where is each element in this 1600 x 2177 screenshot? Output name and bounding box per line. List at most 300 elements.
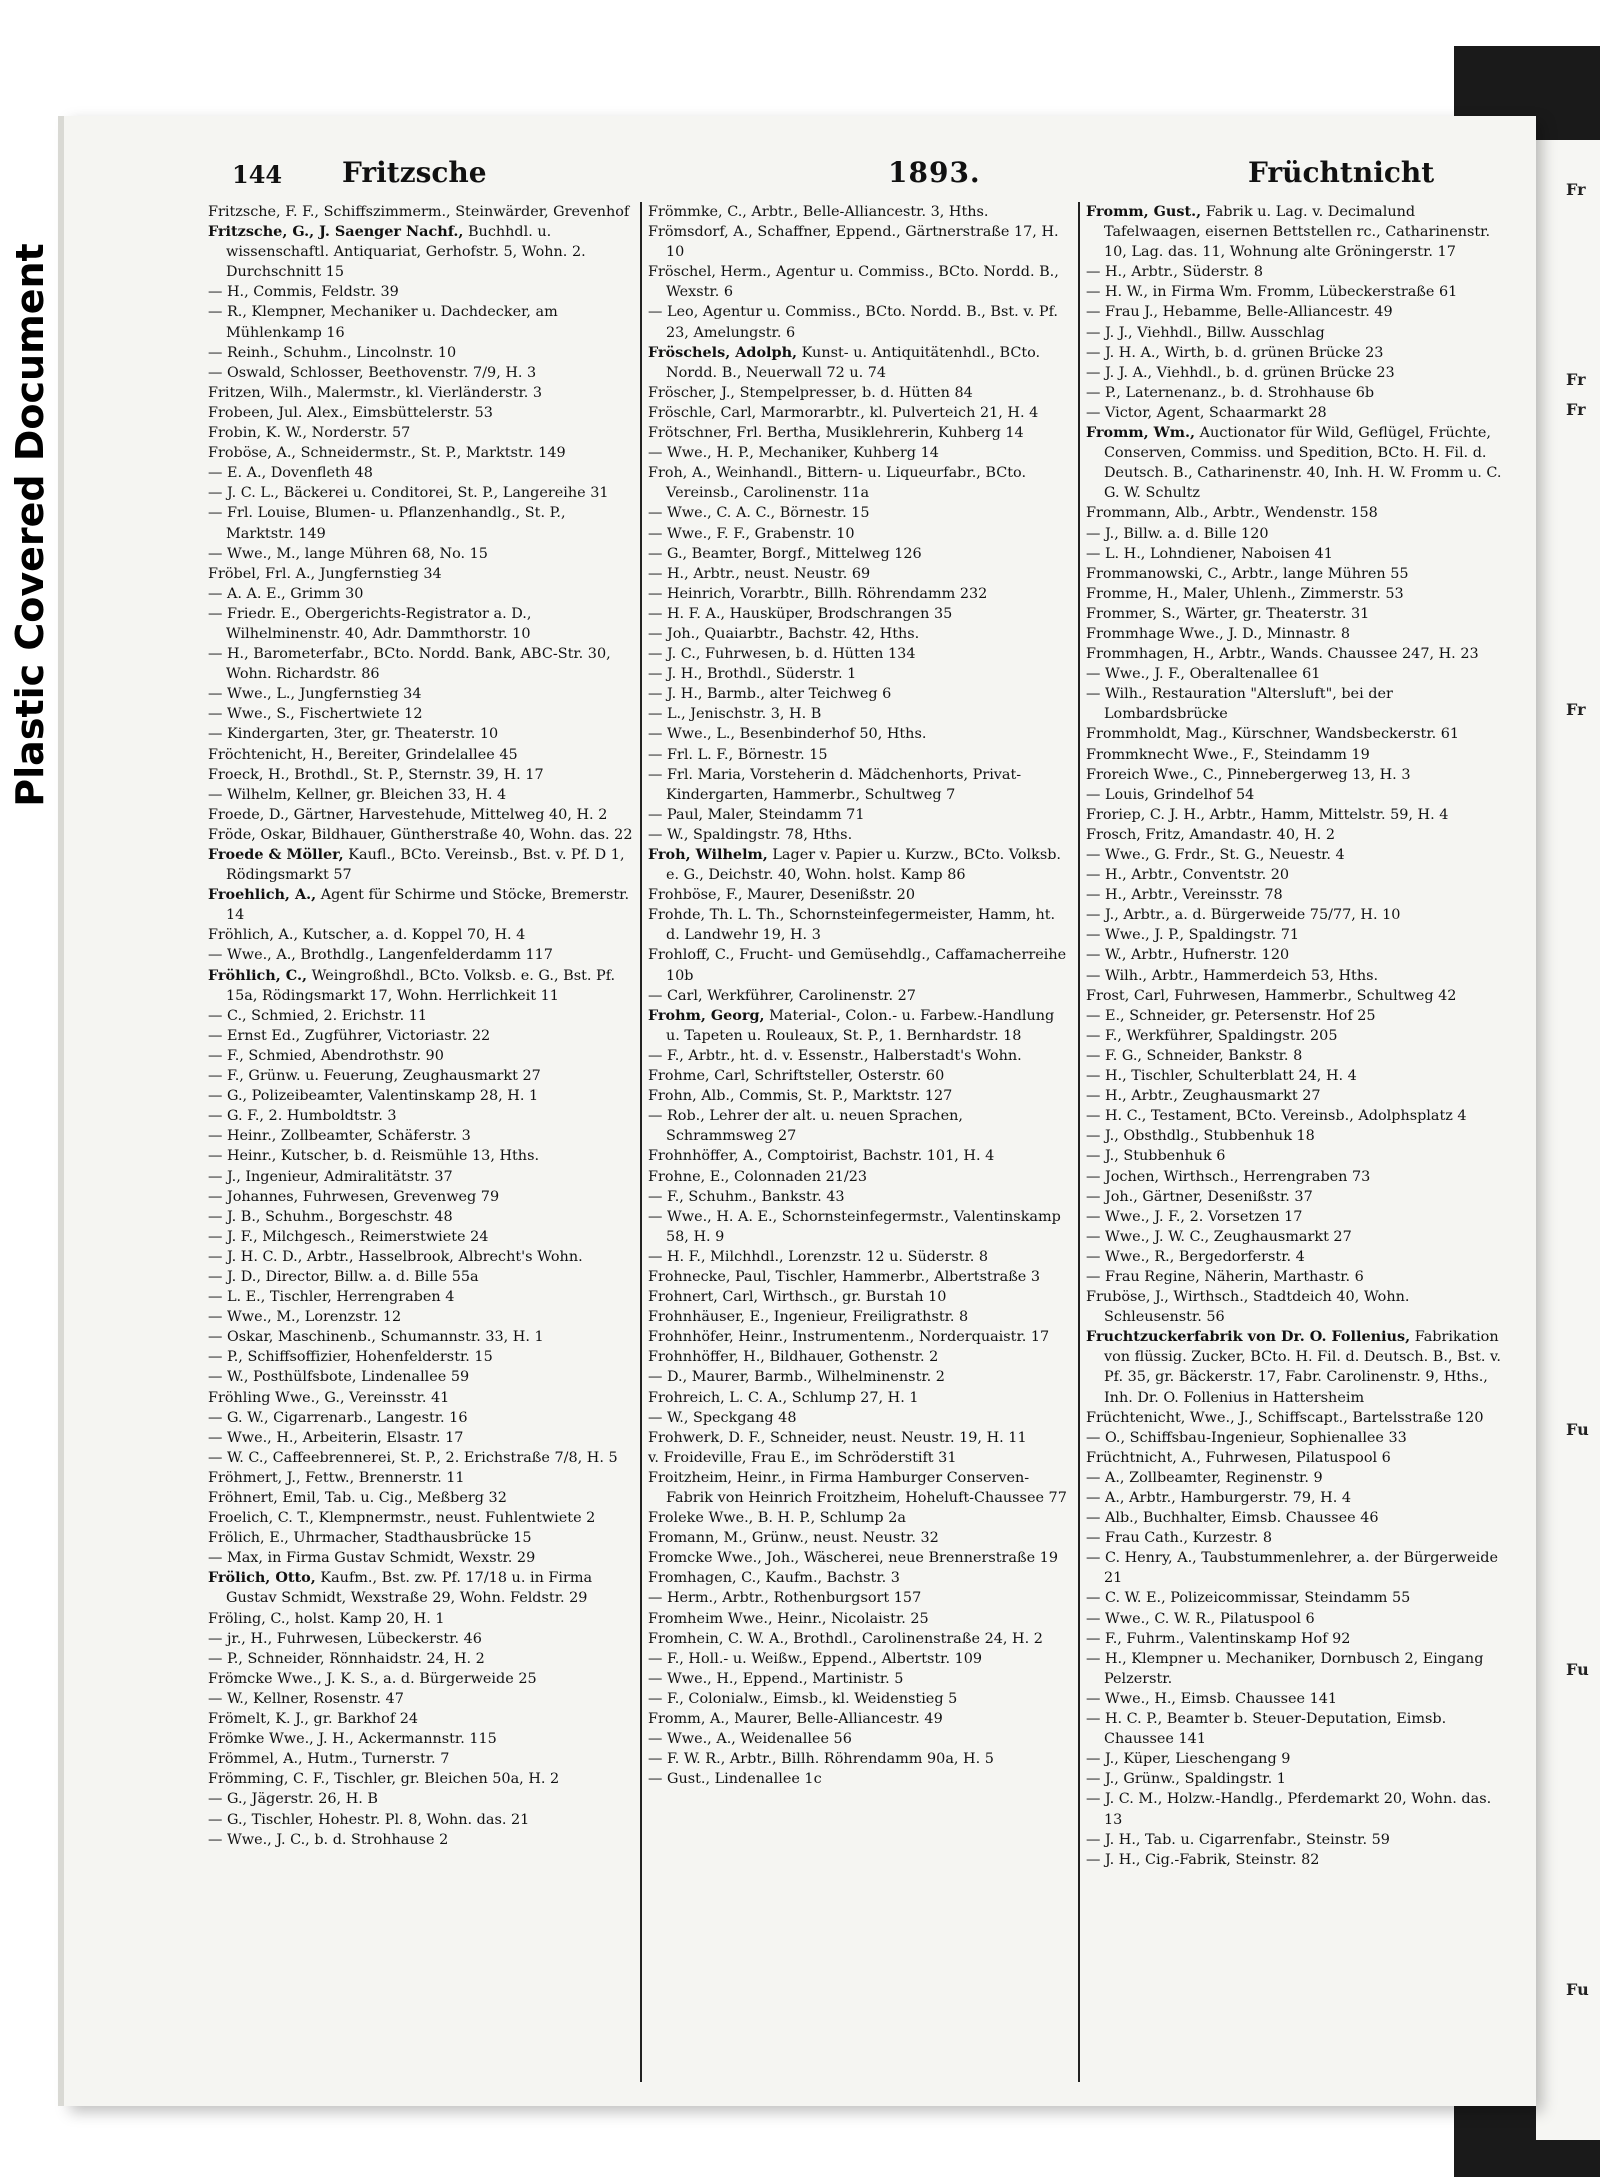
directory-entry [208, 1106, 634, 1126]
directory-entry [1086, 1649, 1510, 1689]
entry-text: Frosch, Fritz, Amandastr. 40, H. 2 [1086, 826, 1335, 843]
directory-entry [208, 1448, 634, 1468]
directory-entry [1086, 423, 1510, 503]
entry-text: — W., Arbtr., Hufnerstr. 120 [1086, 947, 1290, 964]
directory-entry [1086, 684, 1510, 724]
entry-text: — P., Laternenanz., b. d. Strohhause 6b [1086, 384, 1375, 401]
directory-entry [1086, 925, 1510, 945]
directory-entry [208, 805, 634, 825]
entry-name: Fromm, Wm., [1086, 424, 1196, 442]
entry-text: — Wwe., L., Jungfernstieg 34 [208, 686, 422, 703]
entry-text: Frohnhöffer, H., Bildhauer, Gothenstr. 2 [648, 1349, 939, 1366]
directory-entry [208, 1810, 634, 1830]
adjacent-page-edge [1536, 140, 1600, 2140]
directory-entry [1086, 1167, 1510, 1187]
entry-text: — Gust., Lindenallee 1c [648, 1771, 822, 1788]
entry-text: — C., Schmied, 2. Erichstr. 11 [208, 1007, 428, 1024]
entry-text: — L., Jenischstr. 3, H. B [648, 706, 822, 723]
directory-entry [1086, 1126, 1510, 1146]
entry-text: Fritzen, Wilh., Malermstr., kl. Vierländerstr. 3 [208, 384, 543, 401]
directory-entry [208, 1548, 634, 1568]
directory-entry [648, 945, 1072, 985]
directory-entry [1086, 262, 1510, 282]
entry-text: — H., Barometerfabr., BCto. Nordd. Bank, ABC-Str. 30, Wohn. Richardstr. 86 [208, 646, 611, 683]
entry-text: — J. C., Fuhrwesen, b. d. Hütten 134 [648, 646, 916, 663]
entry-text: — J. F., Milchgesch., Reimerstwiete 24 [208, 1228, 489, 1245]
left-catchword: Fritzsche [342, 156, 487, 189]
directory-column-1 [202, 202, 640, 2082]
directory-entry [1086, 1508, 1510, 1528]
entry-text: Froriep, C. J. H., Arbtr., Hamm, Mittelstr. 59, H. 4 [1086, 806, 1449, 823]
entry-text: Frömsdorf, A., Schaffner, Eppend., Gärtnerstraße 17, H. 10 [648, 224, 1059, 261]
entry-text: — Wwe., G. Frdr., St. G., Neuestr. 4 [1086, 847, 1345, 863]
directory-entry [1086, 1026, 1510, 1046]
entry-text: — F., Arbtr., ht. d. v. Essenstr., Halberstadt's Wohn. [648, 1047, 1022, 1064]
entry-text: — L. E., Tischler, Herrengraben 4 [208, 1289, 455, 1306]
adjacent-page-fragment: Fr [1566, 180, 1586, 199]
entry-text: — J. H. A., Wirth, b. d. grünen Brücke 23 [1086, 344, 1384, 361]
directory-entry [648, 1086, 1072, 1106]
directory-entry [648, 1106, 1072, 1146]
adjacent-page-fragment: Fr [1566, 700, 1586, 719]
directory-entry [648, 805, 1072, 825]
directory-entry [1086, 1207, 1510, 1227]
directory-entry [648, 1367, 1072, 1387]
entry-text: — J., Stubbenhuk 6 [1086, 1148, 1226, 1165]
directory-entry [648, 1568, 1072, 1588]
directory-entry [648, 1609, 1072, 1629]
directory-entry [208, 423, 634, 443]
entry-text: — Frl. Louise, Blumen- u. Pflanzenhandlg., St. P., Marktstr. 149 [208, 505, 566, 542]
directory-entry [1086, 1528, 1510, 1548]
entry-text: v. Froideville, Frau E., im Schröderstift 31 [648, 1449, 957, 1466]
entry-text: Frömelt, K. J., gr. Barkhof 24 [208, 1711, 419, 1728]
directory-entry [1086, 945, 1510, 965]
entry-text: — J. D., Director, Billw. a. d. Bille 55a [208, 1268, 479, 1285]
directory-entry [208, 1709, 634, 1729]
entry-text: — E. A., Dovenfleth 48 [208, 465, 373, 482]
directory-entry [648, 664, 1072, 684]
directory-entry [208, 282, 634, 302]
entry-text: — J. B., Schuhm., Borgeschstr. 48 [208, 1208, 453, 1225]
directory-entry [208, 1267, 634, 1287]
entry-text: — Wwe., J. F., Oberaltenallee 61 [1086, 666, 1321, 683]
directory-entry [208, 1327, 634, 1347]
entry-text: Fromhein, C. W. A., Brothdl., Carolinenstraße 24, H. 2 [648, 1630, 1043, 1647]
entry-text: Froeck, H., Brothdl., St. P., Sternstr. 39, H. 17 [208, 766, 544, 783]
entry-name: Fritzsche, G., J. Saenger Nachf., [208, 223, 464, 241]
entry-text: — Max, in Firma Gustav Schmidt, Wexstr. 29 [208, 1550, 536, 1567]
entry-text: — Frl. L. F., Börnestr. 15 [648, 746, 828, 763]
watermark-text: Plastic Covered Document [8, 243, 52, 807]
directory-entry [208, 1247, 634, 1267]
directory-entry [648, 724, 1072, 744]
directory-entry [1086, 986, 1510, 1006]
directory-entry [648, 1006, 1072, 1046]
entry-name: Froehlich, A., [208, 886, 317, 904]
entry-text: — F. W. R., Arbtr., Billh. Röhrendamm 90a, H. 5 [648, 1751, 994, 1768]
directory-entry [648, 1146, 1072, 1166]
entry-text: — J. J. A., Viehhdl., b. d. grünen Brücke 23 [1086, 364, 1395, 381]
directory-entry [1086, 584, 1510, 604]
directory-entry [1086, 1086, 1510, 1106]
entry-text: — A., Zollbeamter, Reginenstr. 9 [1086, 1469, 1323, 1486]
directory-entry [208, 644, 634, 684]
directory-entry [1086, 845, 1510, 865]
entry-text: — W., Kellner, Rosenstr. 47 [208, 1690, 404, 1707]
directory-entry [1086, 624, 1510, 644]
entry-text: Frommanowski, C., Arbtr., lange Mühren 55 [1086, 565, 1409, 582]
directory-entry [208, 1367, 634, 1387]
directory-entry [208, 1689, 634, 1709]
entry-text: — G., Beamter, Borgf., Mittelweg 126 [648, 545, 922, 562]
entry-text: — H., Klempner u. Mechaniker, Dornbusch 2, Eingang Pelzerstr. [1086, 1650, 1484, 1687]
directory-entry [1086, 1588, 1510, 1608]
directory-entry [1086, 302, 1510, 322]
directory-entry [208, 503, 634, 543]
entry-text: — F., Grünw. u. Feuerung, Zeughausmarkt 27 [208, 1068, 541, 1085]
directory-entry [208, 684, 634, 704]
entry-text: — J., Billw. a. d. Bille 120 [1086, 525, 1269, 542]
directory-entry [648, 302, 1072, 342]
directory-entry [208, 724, 634, 744]
entry-text: — Wilh., Restauration "Altersluft", bei der Lombardsbrücke [1086, 686, 1393, 723]
directory-entry [648, 1468, 1072, 1508]
directory-entry [1086, 1749, 1510, 1769]
directory-entry [208, 704, 634, 724]
directory-entry [1086, 1609, 1510, 1629]
directory-entry [1086, 1187, 1510, 1207]
entry-text: Froh, A., Weinhandl., Bittern- u. Liqueurfabr., BCto. Vereinsb., Carolinenstr. 11a [648, 465, 1027, 502]
entry-text: — Wwe., H. A. E., Schornsteinfegermstr., Valentinskamp 58, H. 9 [648, 1208, 1061, 1245]
entry-text: Frommann, Alb., Arbtr., Wendenstr. 158 [1086, 505, 1378, 522]
entry-name: Fruchtzuckerfabrik von Dr. O. Follenius, [1086, 1328, 1411, 1346]
directory-entry [208, 765, 634, 785]
directory-entry [208, 1488, 634, 1508]
entry-text: — Herm., Arbtr., Rothenburgsort 157 [648, 1590, 922, 1607]
watermark-label [0, 0, 60, 2177]
directory-entry [208, 885, 634, 925]
entry-text: — F., Colonialw., Eimsb., kl. Weidenstieg 5 [648, 1690, 958, 1707]
entry-text: — Wwe., M., Lorenzstr. 12 [208, 1309, 402, 1326]
directory-entry [208, 1830, 634, 1850]
entry-text: Fröling, C., holst. Kamp 20, H. 1 [208, 1610, 445, 1627]
entry-text: — Wwe., J. P., Spaldingstr. 71 [1086, 927, 1300, 944]
directory-entry [648, 885, 1072, 905]
entry-text: Frohnhöfer, Heinr., Instrumentenm., Norderquaistr. 17 [648, 1329, 1050, 1346]
directory-entry [208, 1086, 634, 1106]
directory-entry [208, 564, 634, 584]
entry-text: Fritzsche, F. F., Schiffszimmerm., Steinwärder, Grevenhof [208, 204, 630, 220]
entry-text: — Wwe., R., Bergedorferstr. 4 [1086, 1248, 1305, 1265]
directory-entry [648, 1528, 1072, 1548]
directory-entry [208, 1066, 634, 1086]
directory-entry [1086, 1287, 1510, 1327]
directory-entry [648, 624, 1072, 644]
entry-text: — Oskar, Maschinenb., Schumannstr. 33, H. 1 [208, 1329, 544, 1346]
directory-entry [648, 1749, 1072, 1769]
entry-text: — O., Schiffsbau-Ingenieur, Sophienallee 33 [1086, 1429, 1407, 1446]
entry-text: — H. C., Testament, BCto. Vereinsb., Adolphsplatz 4 [1086, 1108, 1467, 1125]
entry-text: — F., Schmied, Abendrothstr. 90 [208, 1047, 444, 1064]
directory-entry [208, 1428, 634, 1448]
year-heading: 1893. [888, 156, 981, 189]
directory-entry [208, 1408, 634, 1428]
directory-entry [208, 1609, 634, 1629]
entry-text: — Oswald, Schlosser, Beethovenstr. 7/9, H. 3 [208, 364, 537, 381]
entry-text: Froreich Wwe., C., Pinnebergerweg 13, H. 3 [1086, 766, 1411, 783]
entry-text: Frohnhäuser, E., Ingenieur, Freiligrathstr. 8 [648, 1309, 969, 1326]
directory-entry [648, 1347, 1072, 1367]
adjacent-page-fragment: Fr [1566, 400, 1586, 419]
entry-text: Fabrik u. Lag. v. Decimalund Tafelwaagen, eisernen Bettstellen rc., Catharinenstr. 10, Lag. das. 11, Wohnung alte Gröningerstr. 17 [1104, 204, 1491, 261]
entry-text: — Kindergarten, 3ter, gr. Theaterstr. 10 [208, 726, 499, 743]
entry-text: — J. C. M., Holzw.-Handlg., Pferdemarkt 20, Wohn. das. 13 [1086, 1791, 1492, 1828]
directory-entry [1086, 825, 1510, 845]
entry-text: Fröhlich, A., Kutscher, a. d. Koppel 70, H. 4 [208, 927, 526, 944]
directory-entry [208, 1789, 634, 1809]
entry-text: — Louis, Grindelhof 54 [1086, 786, 1255, 803]
directory-entry [648, 343, 1072, 383]
entry-text: Fröchtenicht, H., Bereiter, Grindelallee 45 [208, 746, 518, 763]
directory-entry [1086, 383, 1510, 403]
entry-text: Frommhagen, H., Arbtr., Wands. Chaussee 247, H. 23 [1086, 646, 1479, 663]
directory-entry [208, 302, 634, 342]
entry-text: Frohme, Carl, Schriftsteller, Osterstr. 60 [648, 1068, 945, 1085]
directory-entry [648, 604, 1072, 624]
adjacent-page-fragment: Fr [1566, 370, 1586, 389]
entry-text: — Wilh., Arbtr., Hammerdeich 53, Hths. [1086, 967, 1379, 984]
directory-entry [208, 785, 634, 805]
entry-text: — H., Arbtr., Süderstr. 8 [1086, 264, 1264, 281]
entry-text: — Frau J., Hebamme, Belle-Alliancestr. 49 [1086, 304, 1393, 321]
entry-text: — P., Schneider, Rönnhaidstr. 24, H. 2 [208, 1650, 485, 1667]
entry-text: Früchtenicht, Wwe., J., Schiffscapt., Bartelsstraße 120 [1086, 1409, 1484, 1426]
entry-text: Frömcke Wwe., J. K. S., a. d. Bürgerweide 25 [208, 1670, 537, 1687]
directory-entry [208, 1146, 634, 1166]
directory-entry [208, 1629, 634, 1649]
directory-entry [208, 1227, 634, 1247]
directory-entry [208, 1468, 634, 1488]
directory-entry [208, 1307, 634, 1327]
entry-text: — Wwe., J. C., b. d. Strohhause 2 [208, 1831, 449, 1848]
directory-entry [648, 403, 1072, 423]
entry-name: Frohm, Georg, [648, 1006, 765, 1024]
entry-text: — Paul, Maler, Steindamm 71 [648, 806, 865, 823]
entry-text: — Friedr. E., Obergerichts-Registrator a. D., Wilhelminenstr. 40, Adr. Dammthorstr. 10 [208, 605, 532, 642]
directory-entry [1086, 323, 1510, 343]
directory-column-3 [1078, 202, 1516, 2082]
entry-text: Frobin, K. W., Norderstr. 57 [208, 425, 411, 442]
directory-entry [1086, 785, 1510, 805]
directory-entry [1086, 1066, 1510, 1086]
entry-text: — F., Werkführer, Spaldingstr. 205 [1086, 1027, 1338, 1044]
entry-text: Froede, D., Gärtner, Harvestehude, Mittelweg 40, H. 2 [208, 806, 608, 823]
entry-text: — J. C. L., Bäckerei u. Conditorei, St. P., Langereihe 31 [208, 485, 609, 502]
directory-entry [648, 1649, 1072, 1669]
entry-text: — J., Arbtr., a. d. Bürgerweide 75/77, H. 10 [1086, 907, 1401, 924]
directory-entry [648, 1548, 1072, 1568]
entry-text: Frommknecht Wwe., F., Steindamm 19 [1086, 746, 1370, 763]
directory-entry [648, 1327, 1072, 1347]
entry-text: Fromann, M., Grünw., neust. Neustr. 32 [648, 1530, 939, 1547]
entry-text: Kunst- u. Antiquitätenhdl., BCto. Nordd. B., Neuerwall 72 u. 74 [666, 344, 1041, 381]
entry-text: Fröschel, Herm., Agentur u. Commiss., BCto. Nordd. B., Wexstr. 6 [648, 264, 1059, 301]
entry-text: — R., Klempner, Mechaniker u. Dachdecker, am Mühlenkamp 16 [208, 304, 558, 341]
entry-text: — Joh., Gärtner, Desenißstr. 37 [1086, 1188, 1313, 1205]
entry-text: — Alb., Buchhalter, Eimsb. Chaussee 46 [1086, 1510, 1379, 1527]
directory-entry [648, 1066, 1072, 1086]
directory-entry [208, 1649, 634, 1669]
entry-text: Frohne, E., Colonnaden 21/23 [648, 1168, 868, 1185]
directory-entry [648, 1448, 1072, 1468]
directory-entry [648, 684, 1072, 704]
directory-entry [648, 845, 1072, 885]
directory-entry [1086, 1327, 1510, 1407]
directory-entry [648, 1167, 1072, 1187]
directory-entry [1086, 805, 1510, 825]
directory-entry [1086, 1428, 1510, 1448]
directory-entry [1086, 1830, 1510, 1850]
entry-text: Frötschner, Frl. Bertha, Musiklehrerin, Kuhberg 14 [648, 425, 1024, 442]
entry-text: Frömming, C. F., Tischler, gr. Bleichen 50a, H. 2 [208, 1771, 560, 1788]
directory-entry [208, 845, 634, 885]
directory-entry [1086, 363, 1510, 383]
entry-text: — Leo, Agentur u. Commiss., BCto. Nordd. B., Bst. v. Pf. 23, Amelungstr. 6 [648, 304, 1058, 341]
directory-entry [208, 1006, 634, 1026]
directory-entry [1086, 1789, 1510, 1829]
entry-text: Frohwerk, D. F., Schneider, neust. Neustr. 19, H. 11 [648, 1429, 1027, 1446]
entry-text: — H. F., Milchhdl., Lorenzstr. 12 u. Süderstr. 8 [648, 1248, 989, 1265]
directory-entry [1086, 865, 1510, 885]
entry-text: Fröde, Oskar, Bildhauer, Güntherstraße 40, Wohn. das. 22 [208, 826, 633, 843]
directory-entry [208, 1528, 634, 1548]
directory-entry [1086, 202, 1510, 262]
directory-entry [1086, 644, 1510, 664]
directory-entry [1086, 1267, 1510, 1287]
directory-entry [648, 1187, 1072, 1207]
entry-text: Frömmke, C., Arbtr., Belle-Alliancestr. 3, Hths. [648, 204, 989, 220]
entry-text: Frommhage Wwe., J. D., Minnastr. 8 [1086, 625, 1351, 642]
entry-text: — C. W. E., Polizeicommissar, Steindamm 55 [1086, 1590, 1411, 1607]
entry-text: — Ernst Ed., Zugführer, Victoriastr. 22 [208, 1027, 491, 1044]
entry-text: Frohreich, L. C. A., Schlump 27, H. 1 [648, 1389, 919, 1406]
entry-text: Fröhmert, J., Fettw., Brennerstr. 11 [208, 1469, 465, 1486]
entry-text: Froböse, A., Schneidermstr., St. P., Marktstr. 149 [208, 445, 566, 462]
directory-entry [648, 986, 1072, 1006]
entry-text: Weingroßhdl., BCto. Volksb. e. G., Bst. Pf. 15a, Rödingsmarkt 17, Wohn. Herrlichkeit 11 [226, 967, 616, 1004]
directory-entry [208, 584, 634, 604]
entry-text: Fromhagen, C., Kaufm., Bachstr. 3 [648, 1570, 900, 1587]
directory-entry [208, 383, 634, 403]
entry-text: — Wwe., H. P., Mechaniker, Kuhberg 14 [648, 445, 939, 462]
directory-entry [1086, 1769, 1510, 1789]
directory-entry [208, 1388, 634, 1408]
entry-text: — Heinr., Kutscher, b. d. Reismühle 13, Hths. [208, 1148, 540, 1165]
entry-text: — Heinr., Zollbeamter, Schäferstr. 3 [208, 1128, 471, 1145]
directory-entry [1086, 1689, 1510, 1709]
entry-text: — H., Arbtr., neust. Neustr. 69 [648, 565, 871, 582]
entry-text: Frölich, E., Uhrmacher, Stadthausbrücke 15 [208, 1530, 532, 1547]
directory-entry [648, 1247, 1072, 1267]
directory-entry [208, 1729, 634, 1749]
directory-entry [648, 1428, 1072, 1448]
entry-text: Fröhling Wwe., G., Vereinsstr. 41 [208, 1389, 450, 1406]
entry-text: — Wwe., J. F., 2. Vorsetzen 17 [1086, 1208, 1303, 1225]
directory-entry [208, 403, 634, 423]
directory-entry [1086, 403, 1510, 423]
entry-text: — Wwe., H., Eimsb. Chaussee 141 [1086, 1690, 1338, 1707]
entry-text: — F., Holl.- u. Weißw., Eppend., Albertstr. 109 [648, 1650, 983, 1667]
entry-text: — J. H. C. D., Arbtr., Hasselbrook, Albrecht's Wohn. [208, 1248, 583, 1265]
entry-text: — F., Schuhm., Bankstr. 43 [648, 1188, 845, 1205]
entry-name: Fromm, Gust., [1086, 203, 1202, 220]
entry-text: Lager v. Papier u. Kurzw., BCto. Volksb. e. G., Deichstr. 40, Wohn. holst. Kamp 86 [666, 847, 1061, 884]
entry-text: — D., Maurer, Barmb., Wilhelminenstr. 2 [648, 1369, 945, 1386]
entry-text: Fröscher, J., Stempelpresser, b. d. Hütten 84 [648, 384, 973, 401]
directory-entry [648, 202, 1072, 222]
entry-text: — L. H., Lohndiener, Naboisen 41 [1086, 545, 1333, 562]
directory-entry [208, 825, 634, 845]
directory-entry [208, 966, 634, 1006]
directory-entry [1086, 1468, 1510, 1488]
entry-text: — J. H., Cig.-Fabrik, Steinstr. 82 [1086, 1851, 1320, 1868]
directory-entry [648, 383, 1072, 403]
entry-text: — W., Speckgang 48 [648, 1409, 797, 1426]
directory-entry [1086, 1408, 1510, 1428]
directory-entry [1086, 765, 1510, 785]
directory-entry [208, 1669, 634, 1689]
directory-entry [208, 745, 634, 765]
directory-entry [208, 1207, 634, 1227]
directory-entry [208, 1568, 634, 1608]
entry-text: Fromm, A., Maurer, Belle-Alliancestr. 49 [648, 1711, 943, 1728]
entry-text: Froleke Wwe., B. H. P., Schlump 2a [648, 1510, 906, 1527]
directory-entry [1086, 1488, 1510, 1508]
entry-text: — H., Arbtr., Zeughausmarkt 27 [1086, 1088, 1321, 1105]
entry-text: Fromcke Wwe., Joh., Wäscherei, neue Brennerstraße 19 [648, 1550, 1058, 1567]
directory-entry [1086, 1850, 1510, 1870]
directory-entry [648, 524, 1072, 544]
directory-entry [208, 1167, 634, 1187]
entry-text: — Rob., Lehrer der alt. u. neuen Sprachen, Schrammsweg 27 [648, 1108, 963, 1145]
directory-entry [648, 1769, 1072, 1789]
entry-text: — G., Jägerstr. 26, H. B [208, 1791, 378, 1808]
directory-entry [1086, 544, 1510, 564]
entry-text: Frohnecke, Paul, Tischler, Hammerbr., Albertstraße 3 [648, 1268, 1041, 1285]
entry-text: Fromheim Wwe., Heinr., Nicolaistr. 25 [648, 1610, 929, 1627]
entry-text: Frommholdt, Mag., Kürschner, Wandsbeckerstr. 61 [1086, 726, 1460, 743]
directory-entry [208, 925, 634, 945]
entry-text: — Frau Regine, Näherin, Marthastr. 6 [1086, 1268, 1364, 1285]
entry-text: Fruböse, J., Wirthsch., Stadtdeich 40, Wohn. Schleusenstr. 56 [1086, 1289, 1410, 1326]
entry-text: — Carl, Werkführer, Carolinenstr. 27 [648, 987, 916, 1004]
entry-text: Fromme, H., Maler, Uhlenh., Zimmerstr. 53 [1086, 585, 1404, 602]
entry-text: — Wwe., M., lange Mühren 68, No. 15 [208, 545, 488, 562]
entry-text: Fröhnert, Emil, Tab. u. Cig., Meßberg 32 [208, 1490, 507, 1506]
directory-entry [648, 544, 1072, 564]
entry-text: Frömke Wwe., J. H., Ackermannstr. 115 [208, 1731, 497, 1748]
entry-text: — W., Posthülfsbote, Lindenallee 59 [208, 1369, 470, 1386]
directory-entry [208, 483, 634, 503]
entry-text: Agent für Schirme und Stöcke, Bremerstr. 14 [226, 887, 630, 924]
directory-entry [208, 1026, 634, 1046]
entry-text: Kaufl., BCto. Vereinsb., Bst. v. Pf. D 1, Rödingsmarkt 57 [226, 847, 625, 884]
entry-text: Material-, Colon.- u. Farbew.-Handlung u. Tapeten u. Rouleaux, St. P., 1. Bernhardstr. 18 [666, 1007, 1055, 1044]
directory-entry [648, 564, 1072, 584]
directory-entry [648, 745, 1072, 765]
entry-text: — H., Commis, Feldstr. 39 [208, 284, 399, 301]
